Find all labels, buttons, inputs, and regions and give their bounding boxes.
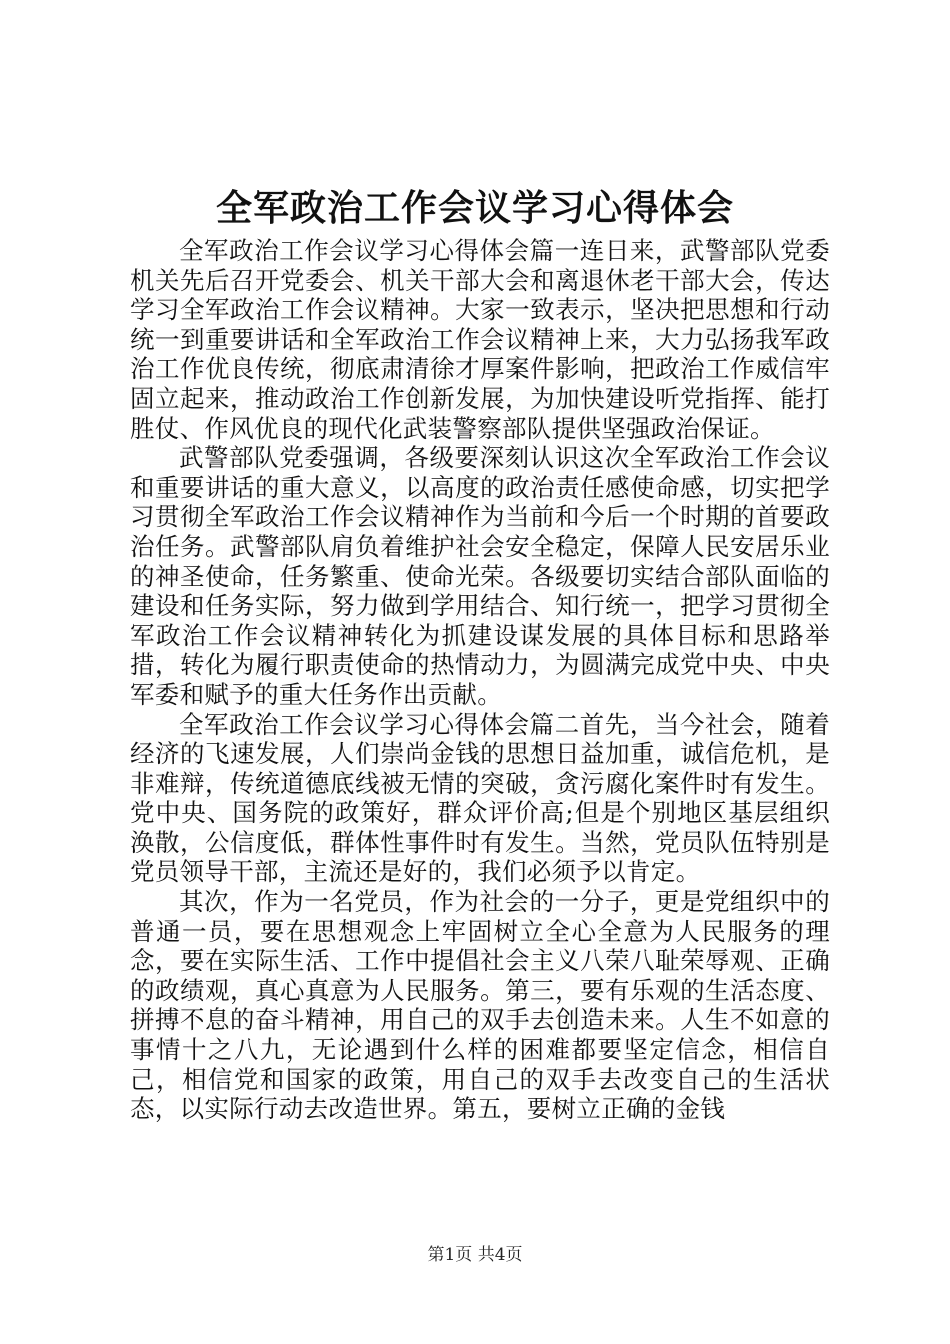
paragraph-2: 武警部队党委强调，各级要深刻认识这次全军政治工作会议和重要讲话的重大意义，以高度的政治责任感使命感，切实把学习贯彻全军政治工作会议精神作为当前和今后一个时期的首要政治任务。武警部队肩负着维护社会安全稳定，保障人民安居乐业的神圣使命，任务繁重、使命光荣。各级要切实结合部队面临的建设和任务实际，努力做到学用结合、知行统一，把学习贯彻全军政治工作会议精神转化为抓建设谋发展的具体目标和思路举措，转化为履行职责使命的热情动力，为圆满完成党中央、中央军委和赋予的重大任务作出贡献。 (130, 443, 830, 709)
paragraph-1: 全军政治工作会议学习心得体会篇一连日来，武警部队党委机关先后召开党委会、机关干部大会和离退休老干部大会，传达学习全军政治工作会议精神。大家一致表示，坚决把思想和行动统一到重要讲话和全军政治工作会议精神上来，大力弘扬我军政治工作优良传统，彻底肃清徐才厚案件影响，把政治工作威信牢固立起来，推动政治工作创新发展，为加快建设听党指挥、能打胜仗、作风优良的现代化武装警察部队提供坚强政治保证。 (130, 236, 830, 443)
paragraph-4: 其次，作为一名党员，作为社会的一分子，更是党组织中的普通一员，要在思想观念上牢固树立全心全意为人民服务的理念，要在实际生活、工作中提倡社会主义八荣八耻荣辱观、正确的政绩观，真心真意为人民服务。第三，要有乐观的生活态度、拼搏不息的奋斗精神，用自己的双手去创造未来。人生不如意的事情十之八九，无论遇到什么样的困难都要坚定信念，相信自己，相信党和国家的政策，用自己的双手去改变自己的生活状态，以实际行动去改造世界。第五，要树立正确的金钱 (130, 887, 830, 1124)
paragraph-3: 全军政治工作会议学习心得体会篇二首先，当今社会，随着经济的飞速发展，人们崇尚金钱的思想日益加重，诚信危机，是非难辩，传统道德底线被无情的突破，贪污腐化案件时有发生。党中央、国务院的政策好，群众评价高;但是个别地区基层组织涣散，公信度低，群体性事件时有发生。当然，党员队伍特别是党员领导干部，主流还是好的，我们必须予以肯定。 (130, 709, 830, 887)
document-title: 全军政治工作会议学习心得体会 (215, 187, 734, 229)
page-number-footer: 第1页 共4页 (427, 1245, 523, 1265)
document-body (130, 236, 830, 1124)
